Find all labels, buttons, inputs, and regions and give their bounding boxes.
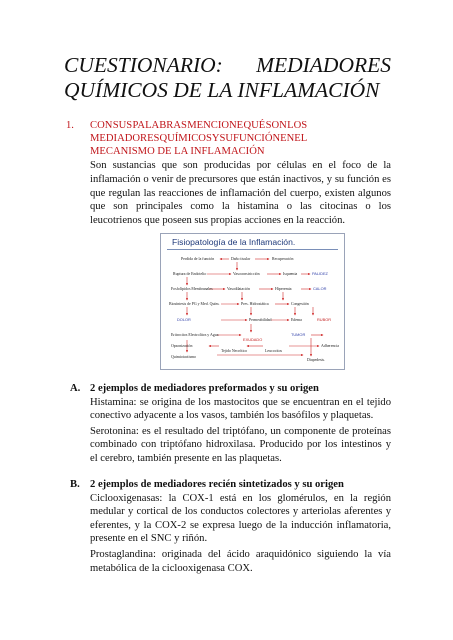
section-a (70, 382, 391, 466)
label-opsonizacion: Opsonización (171, 344, 193, 348)
question-1-answer: Son sustancias que son producidas por células en el foco de la inflamación o venir de precursores que están inactivos, y su función es que regulan las reacciones de inflamación del cuerpo, existen algunos que son principales como la histamina o las citocinas o los leucotrienos que poseen sus propias acciones en la reacción. (90, 160, 391, 227)
label-ruptura: Ruptura de Endotelio (173, 272, 207, 276)
label-tejido: Tejido Necrótico (221, 349, 248, 353)
q-word: QUÉ (243, 120, 266, 131)
q-word: EL (294, 133, 308, 144)
q-word: CON (90, 120, 113, 131)
label-vasodilatacion: Vasodilatación (227, 287, 250, 291)
label-leucocitos: Leucocitos (265, 349, 283, 353)
q-word: PALABRAS (132, 120, 187, 131)
label-exudado: EXUDADO (243, 337, 263, 342)
title-line-2: QUÍMICOS DE LA INFLAMACIÓN (64, 78, 380, 102)
section-a-title: 2 ejemplos de mediadores preformados y su origen (90, 383, 319, 394)
question-line-1 (90, 119, 307, 132)
label-biosintesis: Biosíntesis de PG y Med. Quím. (169, 302, 220, 306)
label-perdida: Perdida de la función (181, 257, 215, 261)
label-pres: Pres. Hidrostática (241, 302, 269, 306)
inflammation-diagram (160, 233, 345, 370)
q-word: Y (211, 133, 220, 144)
label-calor: CALOR (313, 286, 327, 291)
label-tumor: TUMOR (291, 332, 306, 337)
section-b-paragraph-1: Ciclooxigenasas: la COX-1 está en los glomérulos, en la región medular y cortical de los conductos colectores y arteriolas aferentes y eferentes, y la COX-2 se expresa luego de la inducción inflamatoria, presente en el SNC y riñón. (90, 492, 391, 545)
label-quimiotactismo: Quimiotactismo (171, 355, 197, 359)
section-b-heading (70, 478, 391, 492)
label-rubor: RUBOR (317, 317, 332, 322)
label-isquemia: Isquemia (283, 272, 298, 276)
q-word: FUNCIÓN (233, 133, 281, 144)
question-line-3: MECANISMO DE LA INFLAMACIÓN (90, 146, 265, 157)
q-word: QUÍMICOS (159, 133, 212, 144)
q-word: MEDIADORES (90, 133, 160, 144)
figure-title-divider (167, 249, 338, 250)
label-vasoconstriccion: Vasoconstricción (233, 272, 260, 276)
section-b-paragraph-2: Prostaglandina: originada del ácido araquidónico siguiendo la vía metabólica de la ciclooxigenasa COX. (90, 548, 391, 574)
label-permeabilidad: Permeabilidad (249, 318, 272, 322)
question-1-heading (66, 119, 391, 158)
label-dano: Daño tisular (231, 257, 251, 261)
label-diapedesis: Diapedesis. (307, 358, 326, 362)
q-word: SON (265, 120, 287, 131)
question-line-2 (90, 132, 307, 145)
q-word: MENCIONE (187, 120, 244, 131)
title-word-mediadores: MEDIADORES (256, 53, 391, 77)
section-b-label: B. (70, 479, 80, 490)
title-word-cuestionario: CUESTIONARIO: (64, 53, 223, 77)
section-a-paragraph-2: Serotonina: es el resultado del triptófano, un componente de proteínas combinado con triptófano hidroxilasa. Producido por los intestinos y el cerebro, también presente en las plaquetas. (90, 425, 391, 464)
label-recuperacion: Recuperación (272, 257, 294, 261)
label-edema: Edema (291, 318, 302, 322)
label-hiperemia: Hiperemia (275, 287, 292, 291)
label-congestion: Congestión (291, 302, 309, 306)
label-palidez: PALIDEZ (312, 271, 328, 276)
question-number: 1. (66, 120, 74, 131)
section-b (70, 478, 391, 575)
q-word: SU (219, 133, 234, 144)
q-word: EN (280, 133, 295, 144)
section-b-title: 2 ejemplos de mediadores recién sintetizados y su origen (90, 479, 344, 490)
label-fosfolipidos: Fosfolípidos Membranales (171, 287, 213, 291)
label-adherencia: Adherencia (321, 344, 339, 348)
document-title (64, 53, 391, 103)
inflammation-diagram-svg (161, 234, 346, 371)
section-a-paragraph-1: Histamina: se origina de los mastocitos que se encuentran en el tejido conectivo adyacente a los vasos, también los basófilos y plaquetas. (90, 396, 391, 422)
q-word: SUS (112, 120, 133, 131)
section-a-label: A. (70, 383, 81, 394)
label-eritrocitos: Eritrocitos Electrolitos y Agua (171, 333, 219, 337)
label-dolor: DOLOR (177, 317, 191, 322)
figure-title: Fisiopatología de la Inflamación. (172, 237, 296, 247)
section-a-heading (70, 382, 391, 396)
q-word: LOS (287, 120, 308, 131)
question-1 (66, 119, 391, 158)
